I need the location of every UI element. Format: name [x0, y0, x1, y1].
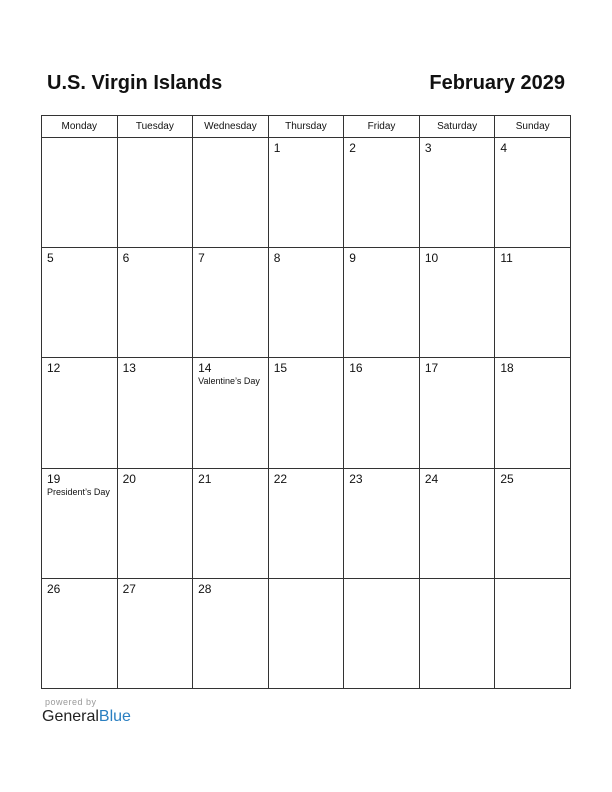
day-number: 19 [47, 471, 61, 486]
weekday-header: Monday [42, 116, 118, 138]
calendar-day-cell [344, 578, 420, 688]
day-number: 14 [198, 361, 212, 376]
weekday-header: Thursday [268, 116, 344, 138]
calendar-day-cell [193, 468, 269, 578]
day-number: 20 [122, 471, 136, 486]
month-year-title: February 2029 [429, 72, 565, 94]
region-title: U.S. Virgin Islands [47, 72, 223, 94]
calendar-grid [41, 115, 571, 689]
calendar-day-cell [344, 138, 420, 248]
calendar-day-cell [193, 358, 269, 468]
powered-by-text: powered by [45, 697, 97, 707]
day-number: 13 [122, 361, 136, 376]
calendar-day-cell [495, 468, 571, 578]
day-number: 15 [273, 361, 288, 376]
day-number: 3 [424, 141, 432, 155]
holiday-label: Valentine’s Day [198, 376, 260, 387]
brand-general-text: General [42, 708, 99, 725]
calendar-day-cell [117, 578, 193, 688]
day-number: 6 [122, 251, 130, 266]
calendar-day-cell [344, 358, 420, 468]
calendar-day-cell [495, 248, 571, 358]
day-number: 4 [500, 141, 508, 155]
day-number: 5 [47, 251, 54, 266]
weekday-header: Tuesday [117, 116, 193, 138]
calendar-day-cell [419, 248, 495, 358]
weekday-header: Wednesday [193, 116, 269, 138]
calendar-day-cell [117, 138, 193, 248]
calendar-day-cell [268, 138, 344, 248]
calendar-week-row [42, 358, 571, 468]
calendar-day-cell [268, 578, 344, 688]
day-number: 11 [500, 251, 513, 266]
calendar-day-cell [419, 138, 495, 248]
day-number: 2 [349, 141, 356, 155]
calendar-day-cell [42, 468, 118, 578]
calendar-day-cell [42, 248, 118, 358]
calendar-day-cell [42, 358, 118, 468]
day-number: 18 [500, 361, 514, 376]
calendar-day-cell [495, 358, 571, 468]
calendar-day-cell [419, 358, 495, 468]
calendar-day-cell [117, 248, 193, 358]
calendar-week-row [42, 578, 571, 688]
calendar-week-row [42, 248, 571, 358]
day-number: 24 [424, 471, 439, 486]
calendar-day-cell [268, 468, 344, 578]
calendar-day-cell [268, 358, 344, 468]
weekday-header-row [42, 116, 571, 138]
day-number: 12 [47, 361, 61, 376]
weekday-header: Sunday [495, 116, 571, 138]
calendar-day-cell [42, 578, 118, 688]
day-number: 22 [273, 471, 288, 486]
calendar-day-cell [117, 358, 193, 468]
calendar-day-cell [344, 248, 420, 358]
day-number: 7 [198, 251, 205, 266]
calendar-day-cell [117, 468, 193, 578]
calendar-day-cell [419, 578, 495, 688]
day-number: 27 [122, 581, 136, 596]
calendar-day-cell [193, 578, 269, 688]
day-number: 25 [500, 471, 514, 486]
calendar-day-cell [193, 138, 269, 248]
weekday-header: Saturday [419, 116, 495, 138]
calendar-day-cell [419, 468, 495, 578]
day-number: 16 [349, 361, 363, 376]
day-number: 17 [424, 361, 439, 376]
day-number: 8 [273, 251, 281, 266]
weekday-header: Friday [344, 116, 420, 138]
calendar-day-cell [495, 578, 571, 688]
calendar-day-cell [344, 468, 420, 578]
calendar-day-cell [268, 248, 344, 358]
day-number: 23 [349, 471, 363, 486]
calendar-day-cell [193, 248, 269, 358]
day-number: 9 [349, 251, 356, 266]
day-number: 28 [198, 581, 212, 596]
calendar-week-row [42, 468, 571, 578]
calendar-day-cell [495, 138, 571, 248]
holiday-label: President’s Day [47, 486, 110, 497]
calendar-day-cell [42, 138, 118, 248]
day-number: 1 [273, 141, 281, 155]
brand-blue-text: Blue [98, 708, 131, 725]
day-number: 21 [198, 471, 212, 486]
calendar-week-row [42, 138, 571, 248]
generalblue-logo[interactable] [42, 708, 131, 726]
day-number: 26 [47, 581, 61, 596]
day-number: 10 [424, 251, 439, 266]
